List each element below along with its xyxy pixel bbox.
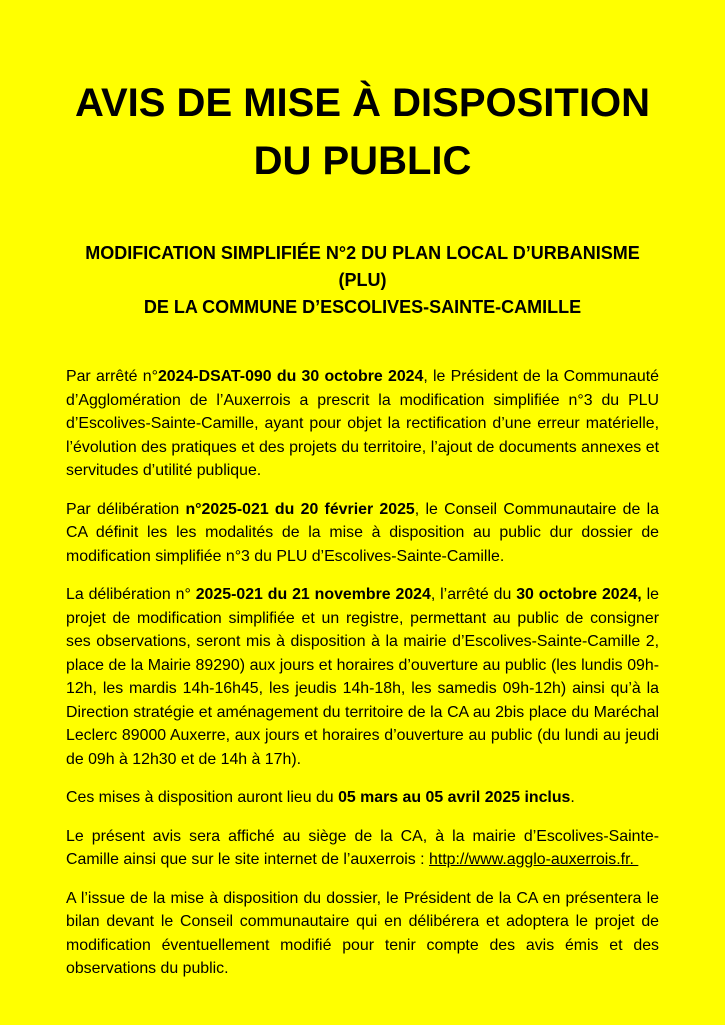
text-segment: A l’issue de la mise à disposition du dossier, le Président de la CA en présentera le bilan devant le Conseil communautaire qui en délibérera et adoptera le projet de modification éventuellement modifié pour tenir compte des avis émis et des observations du public. [66, 889, 659, 977]
paragraph [66, 786, 659, 810]
text-segment: Par délibération [66, 500, 186, 518]
notice-title [66, 74, 659, 190]
paragraph [66, 887, 659, 981]
paragraph [66, 825, 659, 872]
text-segment: Par arrêté n° [66, 368, 158, 385]
bold-text-segment: n°2025-021 du 20 février 2025 [185, 500, 415, 518]
bold-text-segment: 05 mars au 05 avril 2025 inclus [338, 789, 571, 806]
notice-subtitle-line2: (PLU) [338, 270, 387, 290]
notice-subtitle [66, 240, 659, 321]
bold-text-segment: 2024-DSAT-090 du 30 octobre 2024 [157, 368, 424, 385]
notice-body [66, 365, 659, 981]
paragraph [66, 498, 659, 569]
notice-subtitle-line1: MODIFICATION SIMPLIFIÉE N°2 DU PLAN LOCAL D’URBANISME [85, 243, 640, 263]
text-segment: . [570, 789, 575, 806]
text-segment: La délibération n° [66, 586, 196, 603]
agglo-auxerrois-link[interactable]: http://www.agglo-auxerrois.fr. [429, 851, 639, 868]
notice-title-line1: AVIS DE MISE À DISPOSITION [75, 81, 650, 125]
text-segment: Ces mises à disposition auront lieu du [66, 789, 339, 806]
paragraph [66, 583, 659, 771]
text-segment: Le présent avis sera affiché au siège de la CA, à la mairie d’Escolives-Sainte-Camille ainsi que sur le site internet de l’auxerrois : [66, 827, 659, 868]
text-segment: , le Conseil Communautaire de la CA définit les les modalités de la mise à disposition au public dur dossier de modification simplifiée n°3 du PLU d’Escolives-Sainte-Camille. [66, 500, 659, 565]
text-segment: , le Président de la Communauté d’Agglomération de l’Auxerrois a prescrit la modification simplifiée n°3 du PLU d’Escolives-Sainte-Camille, ayant pour objet la rectification d’une erreur matérielle, l’évolution des pratiques et des projets du territoire, l’ajout de documents annexes et servitudes d’utilité publique. [66, 368, 659, 479]
paragraph [66, 365, 659, 483]
bold-text-segment: 30 octobre 2024, [516, 586, 642, 603]
text-segment: le projet de modification simplifiée et un registre, permettant au public de consigner ses observations, seront mis à disposition à la mairie d’Escolives-Sainte-Camille 2, place de la Mairie 89290) aux jours et horaires d’ouverture au public (les lundis 09h-12h, les mardis 14h-16h45, les jeudis 14h-18h, les samedis 09h-12h) ainsi qu’à la Direction stratégie et aménagement du territoire de la CA au 2bis place du Maréchal Leclerc 89000 Auxerre, aux jours et horaires d’ouverture au public (du lundi au jeudi de 09h à 12h30 et de 14h à 17h). [66, 586, 659, 768]
notice-title-line2: DU PUBLIC [253, 139, 472, 183]
notice-subtitle-line3: DE LA COMMUNE D’ESCOLIVES-SAINTE-CAMILLE [143, 297, 582, 317]
bold-text-segment: 2025-021 du 21 novembre 2024 [195, 586, 431, 603]
text-segment: , l’arrêté du [430, 586, 517, 603]
